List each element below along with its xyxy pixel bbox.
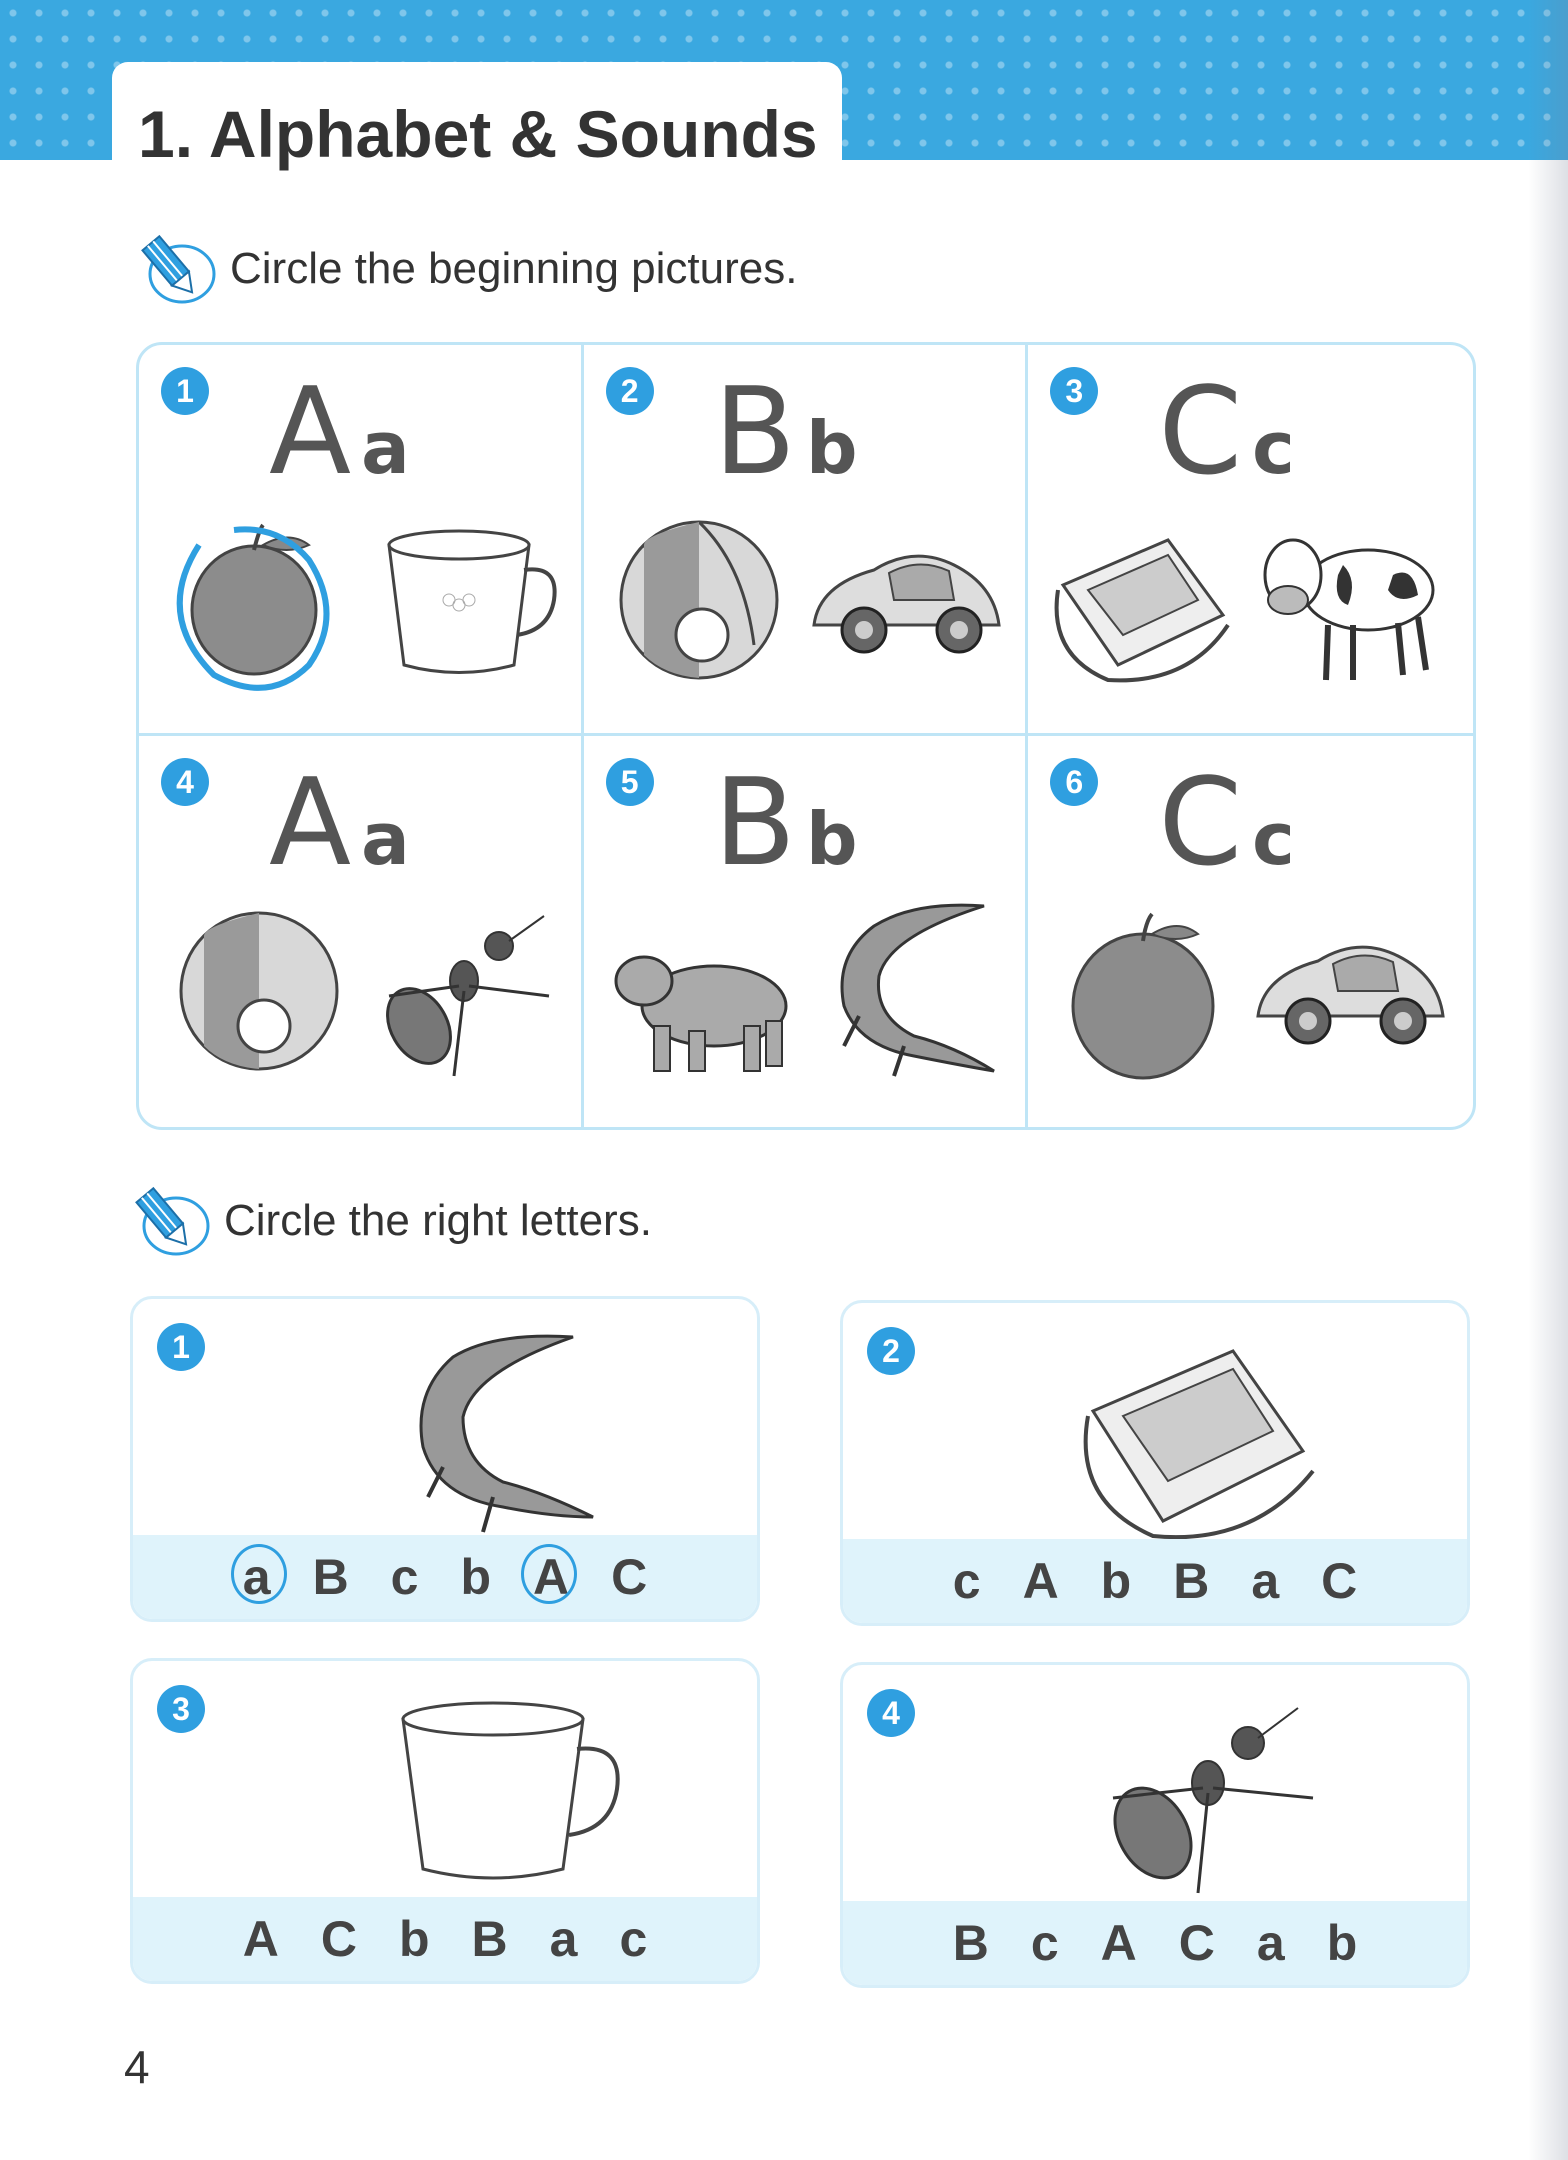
bag-picture[interactable] [1048, 505, 1238, 695]
letter-choice[interactable]: b [460, 1549, 492, 1605]
letter-choice[interactable]: A [1022, 1553, 1059, 1609]
grid-cell-6 [1028, 736, 1473, 1127]
letter-choices [133, 1897, 757, 1981]
lowercase-letter: c [1252, 797, 1295, 881]
letter-choice[interactable]: B [471, 1911, 508, 1967]
letter-choice[interactable]: c [390, 1549, 419, 1605]
uppercase-letter: A [269, 363, 352, 502]
uppercase-letter: C [1158, 363, 1243, 502]
letter-choice[interactable]: B [952, 1915, 989, 1971]
letters-box-2 [840, 1300, 1470, 1626]
letter-choice[interactable]: C [611, 1549, 648, 1605]
instruction-1 [138, 230, 797, 308]
apple-picture[interactable] [1048, 896, 1238, 1086]
letter-choice[interactable]: C [1321, 1553, 1358, 1609]
pencil-icon [132, 1182, 214, 1260]
letter-pair [269, 363, 410, 502]
letter-choice[interactable]: a [242, 1549, 271, 1605]
item-number: 3 [157, 1685, 205, 1733]
letter-choice[interactable]: c [619, 1911, 648, 1967]
letters-box-1 [130, 1296, 760, 1622]
uppercase-letter: B [713, 363, 796, 502]
letter-choice[interactable]: c [1030, 1915, 1059, 1971]
page-title: 1. Alphabet & Sounds [138, 97, 818, 171]
item-number: 1 [157, 1323, 205, 1371]
item-number: 4 [161, 758, 209, 806]
letter-choice[interactable]: b [1100, 1553, 1132, 1609]
page-number: 4 [124, 2041, 150, 2093]
ant-picture [1063, 1683, 1343, 1913]
grid-cell-3 [1028, 345, 1473, 736]
instruction-2 [132, 1182, 652, 1260]
grid-cell-5 [584, 736, 1029, 1127]
lowercase-letter: b [805, 797, 858, 881]
letter-choice[interactable]: b [398, 1911, 430, 1967]
letter-choice[interactable]: b [1326, 1915, 1358, 1971]
letters-box-4 [840, 1662, 1470, 1988]
letter-choices [843, 1901, 1467, 1985]
grid-cell-1 [139, 345, 584, 736]
lowercase-letter: a [361, 406, 410, 490]
uppercase-letter: C [1158, 754, 1243, 893]
item-number: 2 [606, 367, 654, 415]
ant-picture[interactable] [359, 896, 559, 1086]
beginning-pictures-grid [136, 342, 1476, 1130]
cow-picture[interactable] [1248, 505, 1448, 695]
letter-choices [133, 1535, 757, 1619]
letter-pair [1158, 754, 1294, 893]
item-number: 2 [867, 1327, 915, 1375]
uppercase-letter: A [269, 754, 352, 893]
letter-choice[interactable]: A [242, 1911, 279, 1967]
uppercase-letter: B [713, 754, 796, 893]
cup-picture [353, 1679, 633, 1909]
apple-picture[interactable] [159, 505, 349, 695]
instruction-text: Circle the beginning pictures. [230, 244, 798, 293]
alligator-picture[interactable] [804, 896, 1004, 1086]
instruction-text: Circle the right letters. [224, 1196, 652, 1245]
letter-pair [714, 754, 858, 893]
alligator-picture [353, 1317, 633, 1547]
letter-choice[interactable]: C [1178, 1915, 1215, 1971]
page-edge-shadow [1528, 0, 1568, 2160]
car-picture[interactable] [804, 505, 1004, 695]
car-picture[interactable] [1248, 896, 1448, 1086]
item-number: 3 [1050, 367, 1098, 415]
grid-cell-2 [584, 345, 1029, 736]
letter-pair [714, 363, 858, 502]
letter-pair [269, 754, 410, 893]
bag-picture [1063, 1321, 1343, 1551]
letter-choice[interactable]: B [312, 1549, 349, 1605]
bear-picture[interactable] [604, 896, 794, 1086]
cup-picture[interactable] [359, 505, 559, 695]
letter-choice[interactable]: c [952, 1553, 981, 1609]
letter-choice[interactable]: a [1256, 1915, 1285, 1971]
lowercase-letter: a [361, 797, 410, 881]
pencil-icon [138, 230, 220, 308]
letter-pair [1158, 363, 1294, 502]
item-number: 6 [1050, 758, 1098, 806]
grid-cell-4 [139, 736, 584, 1127]
letter-choices [843, 1539, 1467, 1623]
lowercase-letter: b [805, 406, 858, 490]
lowercase-letter: c [1252, 406, 1295, 490]
letter-choice[interactable]: a [549, 1911, 578, 1967]
letter-choice[interactable]: B [1173, 1553, 1210, 1609]
letter-choice[interactable]: a [1251, 1553, 1280, 1609]
letter-choice[interactable]: A [533, 1549, 570, 1605]
item-number: 4 [867, 1689, 915, 1737]
letter-choice[interactable]: A [1100, 1915, 1137, 1971]
letters-box-3 [130, 1658, 760, 1984]
ball-picture[interactable] [159, 896, 349, 1086]
letter-choice[interactable]: C [320, 1911, 357, 1967]
ball-picture[interactable] [604, 505, 794, 695]
item-number: 1 [161, 367, 209, 415]
item-number: 5 [606, 758, 654, 806]
